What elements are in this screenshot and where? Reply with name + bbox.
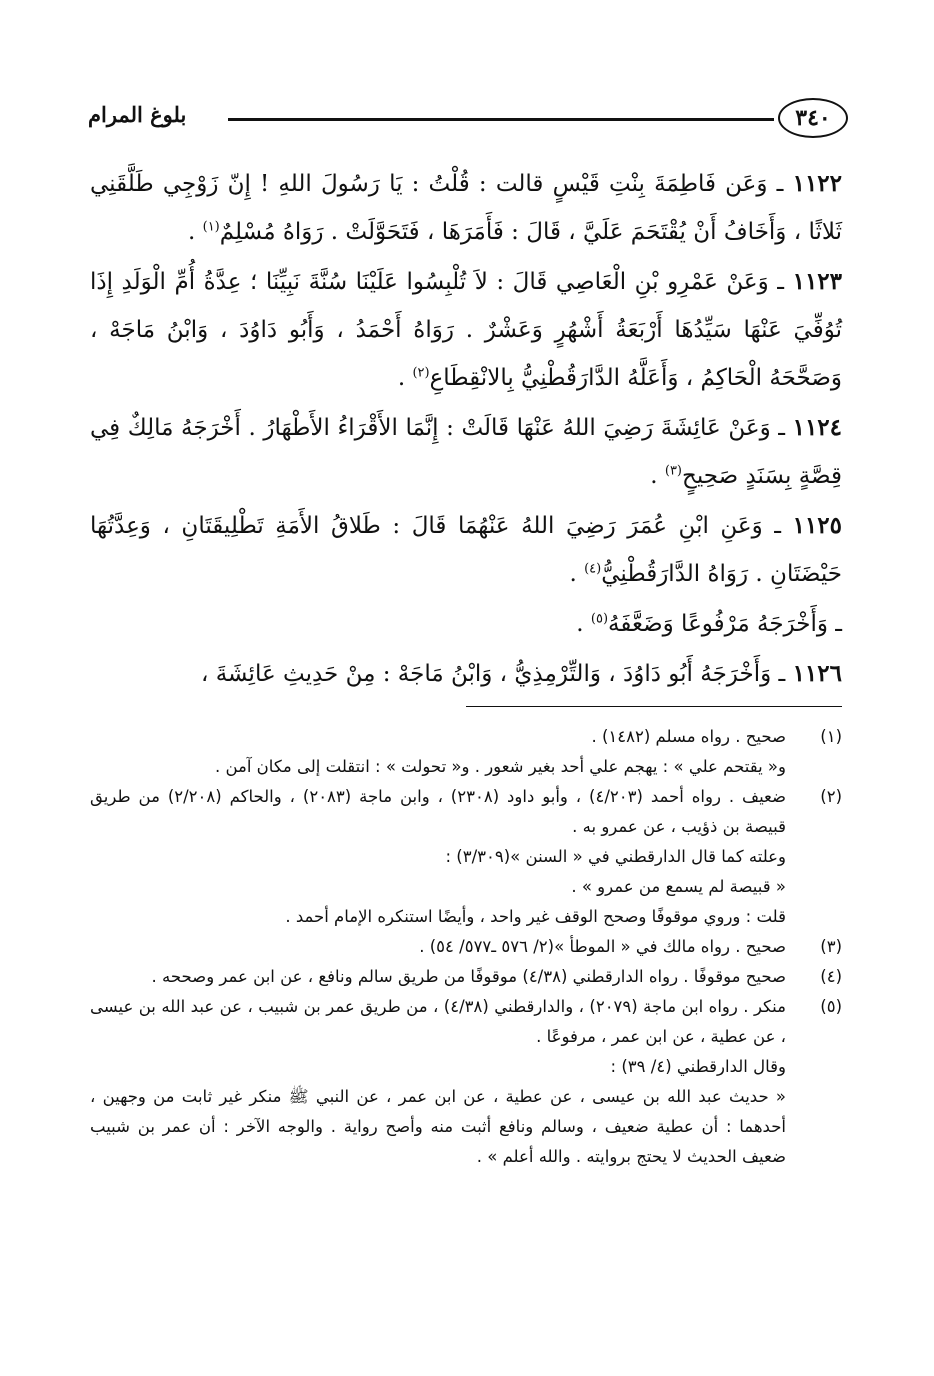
footnotes bbox=[90, 722, 842, 1172]
footnote-3 bbox=[90, 932, 842, 962]
footnote-line: و« يقتحم علي » : يهجم علي أحد بغير شعور . و« تحولت » : انتقلت إلى مكان آمن . bbox=[214, 757, 786, 776]
footnote-ref: (٥) bbox=[590, 611, 609, 627]
page-number: ٣٤٠ bbox=[778, 98, 848, 138]
page-header bbox=[88, 98, 848, 144]
footnote-1 bbox=[90, 722, 842, 752]
footnote-5 bbox=[90, 992, 842, 1172]
hadith-end: . bbox=[569, 561, 585, 587]
hadith-number: ١١٢٤ bbox=[792, 414, 843, 441]
hadith-number: ١١٢٥ bbox=[792, 512, 842, 539]
footnote-line: صحيح . رواه مالك في « الموطأ »(٢/ ٥٧٦ ـ٥٧٧/ ٥٤) . bbox=[419, 937, 786, 956]
footnote-number: (٢) bbox=[820, 787, 842, 806]
footnote-ref: (٢) bbox=[412, 365, 430, 381]
hadith-end: . bbox=[576, 611, 591, 637]
footnote-line: ضعيف . رواه أحمد (٤/٢٠٣) ، وأبو داود (٢٣٠٨) ، وابن ماجة (٢٠٨٣) ، والحاكم (٢/٢٠٨) من طريق قبيصة بن ذؤيب ، عن عمرو به . bbox=[90, 787, 787, 836]
hadith-number: ١١٢٦ bbox=[792, 660, 842, 687]
hadith-text bbox=[90, 160, 842, 700]
footnote-line: منكر . رواه ابن ماجة (٢٠٧٩) ، والدارقطني (٤/٣٨) ، من طريق عمر بن شبيب ، عن عبد الله بن عيسى ، عن عطية ، عن ابن عمر ، مرفوعًا . bbox=[90, 997, 786, 1046]
footnote-line: « حديث عبد الله بن عيسى ، عن عطية ، عن ابن عمر ، عن النبي ﷺ منكر غير ثابت من وجهين ، أحدهما : أن عطية ضعيف ، وسالم ونافع أثبت منه وأصح رواية . والوجه الآخر : أن عمر بن شبيب ضعيف الحديث لا يحتج بروايته . والله أعلم » . bbox=[90, 1087, 786, 1166]
footnote-number: (٥) bbox=[820, 997, 842, 1016]
hadith-body: ـ وَعَنْ عَائِشَةَ رَضِيَ اللهُ عَنْهَا قَالَتْ : إِنَّمَا الأَقْرَاءُ الأَطْهَارُ . أَخْرَجَهُ مَالِكٌ فِي قِصَّةٍ بِسَنَدٍ صَحِيحٍ bbox=[90, 415, 842, 489]
hadith-end: . bbox=[397, 365, 413, 391]
footnote-line: صحيح موقوفًا . رواه الدارقطني (٤/٣٨) موقوفًا من طريق سالم ونافع ، عن ابن عمر وصححه . bbox=[151, 967, 786, 986]
hadith-1123 bbox=[90, 258, 842, 402]
book-title: بلوغ المرام bbox=[88, 102, 187, 127]
footnote-line: قلت : وروي موقوفًا وصحح الوقف غير واحد ، وأيضًا استنكره الإمام أحمد . bbox=[285, 907, 786, 926]
hadith-1124 bbox=[90, 404, 842, 500]
hadith-body: ـ وَعَنْ عَمْرِو بْنِ الْعَاصِي قَالَ : لاَ تُلْبِسُوا عَلَيْنَا سُنَّةَ نَبِيِّنَا ؛ عِدَّةُ أُمِّ الْوَلَدِ إِذَا تُوُفِّيَ عَنْهَا سَيِّدُهَا أَرْبَعَةُ أَشْهُرٍ وَعَشْرٌ . رَوَاهُ أَحْمَدُ ، وَأَبُو دَاوُدَ ، وَابْنُ مَاجَهْ ، وَصَحَّحَهُ الْحَاكِمُ ، وَأَعَلَّهُ الدَّارَقُطْنِيُّ بِالانْقِطَاعِ bbox=[90, 269, 842, 391]
footnote-ref: (٣) bbox=[664, 463, 682, 479]
header-rule bbox=[228, 118, 774, 121]
hadith-body: ـ وَأَخْرَجَهُ مَرْفُوعًا وَضَعَّفَهُ bbox=[608, 611, 842, 637]
hadith-number: ١١٢٢ bbox=[792, 170, 843, 197]
hadith-number: ١١٢٣ bbox=[792, 268, 843, 295]
footnote-ref: (٤) bbox=[584, 561, 602, 577]
footnote-separator bbox=[466, 706, 842, 707]
footnote-ref: (١) bbox=[202, 219, 220, 235]
hadith-body: ـ وَعَنِ ابْنِ عُمَرَ رَضِيَ اللهُ عَنْهُمَا قَالَ : طَلاقُ الأَمَةِ تَطْلِيقَتَانِ ، وَعِدَّتُهَا حَيْضَتَانِ . رَوَاهُ الدَّارَقُطْنِيُّ bbox=[90, 513, 842, 587]
hadith-1125 bbox=[90, 502, 842, 598]
hadith-end: . bbox=[187, 219, 203, 245]
hadith-1125-marfu bbox=[90, 600, 842, 648]
footnote-number: (٣) bbox=[820, 937, 842, 956]
footnote-2 bbox=[90, 782, 842, 932]
hadith-body: ـ وَأَخْرَجَهُ أَبُو دَاوُدَ ، وَالتِّرْمِذِيُّ ، وَابْنُ مَاجَهْ : مِنْ حَدِيثِ عَائِشَةَ ، bbox=[200, 661, 786, 687]
hadith-body: ـ وَعَن فَاطِمَةَ بِنْتِ قَيْسٍ قالت : قُلْتُ : يَا رَسُولَ اللهِ ! إِنّ زَوْجِي طَلَّقَنِي ثَلاثًا ، وَأَخَافُ أَنْ يُقْتَحَمَ عَلَيَّ ، قَالَ : فَأَمَرَهَا ، فَتَحَوَّلَتْ . رَوَاهُ مُسْلِمٌ bbox=[90, 171, 842, 245]
hadith-1126 bbox=[90, 650, 842, 698]
footnote-number: (١) bbox=[820, 727, 842, 746]
hadith-end: . bbox=[650, 463, 665, 489]
hadith-1122 bbox=[90, 160, 842, 256]
footnote-line: وعلته كما قال الدارقطني في « السنن »(٣/٣٠٩) : bbox=[445, 847, 786, 866]
footnote-number: (٤) bbox=[820, 967, 842, 986]
footnote-line: « قبيصة لم يسمع من عمرو » . bbox=[571, 877, 786, 896]
footnote-4 bbox=[90, 962, 842, 992]
footnote-line: صحيح . رواه مسلم (١٤٨٢) . bbox=[591, 727, 786, 746]
footnote-line: وقال الدارقطني (٤/ ٣٩) : bbox=[610, 1057, 786, 1076]
